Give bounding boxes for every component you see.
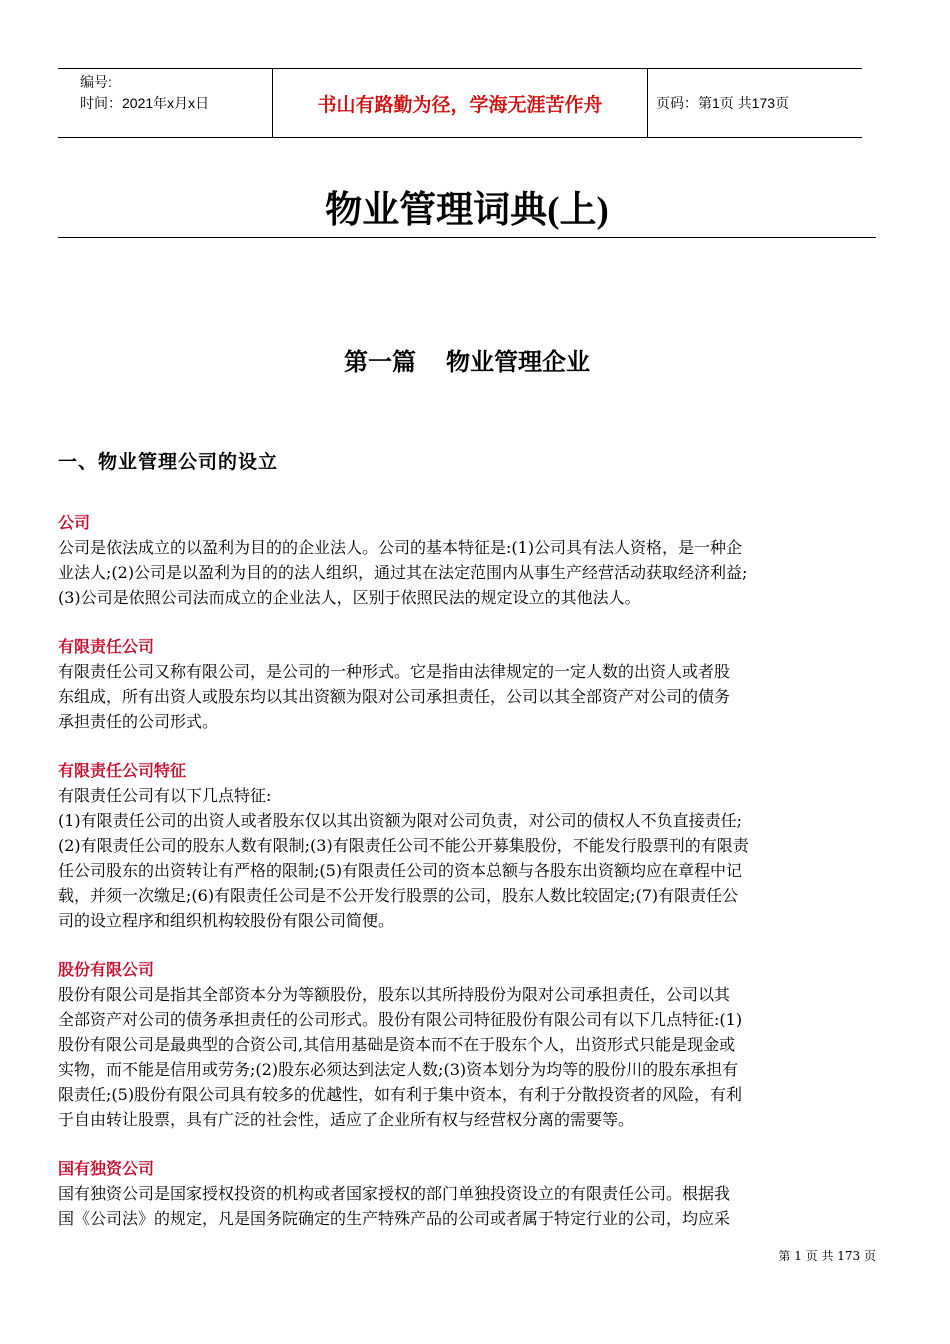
definition-line: 载，并须一次缴足;(6)有限责任公司是不公开发行股票的公司，股东人数比较固定;(7)有限责任公 [58, 886, 739, 905]
header-page-info: 页码：第1页 共173页 [656, 95, 790, 111]
part-name: 物业管理企业 [446, 348, 590, 376]
header-motto: 书山有路勤为径，学海无涯苦作舟 [273, 69, 648, 137]
part-title [58, 344, 876, 380]
definition-line: 于自由转让股票，具有广泛的社会性，适应了企业所有权与经营权分离的需要等。 [58, 1110, 635, 1129]
definition-line: 任公司股东的出资转让有严格的限制;(5)有限责任公司的资本总额与各股东出资额均应在章程中记 [58, 861, 743, 880]
definition-line: (1)有限责任公司的出资人或者股东仅以其出资额为限对公司负责，对公司的债权人不负直接责任; [58, 811, 743, 830]
definition-line: 业法人;(2)公司是以盈利为目的的法人组织，通过其在法定范围内从事生产经营活动获取经济利益; [58, 563, 748, 582]
definition-line: 国有独资公司是国家授权投资的机构或者国家授权的部门单独投资设立的有限责任公司。根据我 [58, 1184, 731, 1203]
entries-list [58, 510, 876, 1240]
term-definition [58, 783, 876, 933]
definition-line: 全部资产对公司的债务承担责任的公司形式。股份有限公司特征股份有限公司有以下几点特征:(1) [58, 1010, 743, 1029]
definition-line: 实物，而不能是信用或劳务;(2)股东必须达到法定人数;(3)资本划分为均等的股份川的股东承担有 [58, 1060, 739, 1079]
term-heading: 公司 [58, 513, 91, 532]
term-definition [58, 982, 876, 1132]
header-meta [58, 69, 273, 137]
definition-line: (2)有限责任公司的股东人数有限制;(3)有限责任公司不能公开募集股份，不能发行股票刊的有限责 [58, 836, 749, 855]
time-label: 时间：2021年x月x日 [80, 95, 210, 111]
definition-line: 有限责任公司又称有限公司，是公司的一种形式。它是指由法律规定的一定人数的出资人或者股 [58, 662, 731, 681]
term-heading: 有限责任公司特征 [58, 761, 187, 780]
term-heading: 国有独资公司 [58, 1159, 155, 1178]
term-definition [58, 535, 876, 610]
term-definition [58, 659, 876, 734]
page-footer: 第 1 页 共 173 页 [778, 1249, 876, 1263]
definition-line: 股份有限公司是指其全部资本分为等额股份，股东以其所持股份为限对公司承担责任，公司以其 [58, 985, 731, 1004]
definition-line: 股份有限公司是最典型的合资公司,其信用基础是资本而不在于股东个人，出资形式只能是现金或 [58, 1035, 736, 1054]
term-heading: 有限责任公司 [58, 637, 155, 656]
definition-line: 承担责任的公司形式。 [58, 712, 219, 731]
term-heading: 股份有限公司 [58, 960, 155, 979]
title-divider [58, 237, 876, 238]
term-definition [58, 1181, 876, 1231]
document-header [58, 68, 862, 138]
number-label: 编号: [80, 74, 112, 90]
definition-line: 国《公司法》的规定，凡是国务院确定的生产特殊产品的公司或者属于特定行业的公司，均应采 [58, 1209, 731, 1228]
definition-line: 东组成，所有出资人或股东均以其出资额为限对公司承担责任，公司以其全部资产对公司的债务 [58, 687, 731, 706]
document-title: 物业管理词典(上) [325, 190, 609, 231]
definition-line: 有限责任公司有以下几点特征: [58, 786, 272, 805]
part-number: 第一篇 [344, 348, 416, 376]
definition-line: 限责任;(5)股份有限公司具有较多的优越性，如有利于集中资本，有利于分散投资者的风险，有利 [58, 1085, 743, 1104]
definition-line: (3)公司是依照公司法而成立的企业法人，区别于依照民法的规定设立的其他法人。 [58, 588, 641, 607]
definition-line: 司的设立程序和组织机构较股份有限公司简便。 [58, 911, 395, 930]
definition-line: 公司是依法成立的以盈利为目的的企业法人。公司的基本特征是:(1)公司具有法人资格，是一种企 [58, 538, 743, 557]
section-title: 一、物业管理公司的设立 [58, 451, 279, 473]
